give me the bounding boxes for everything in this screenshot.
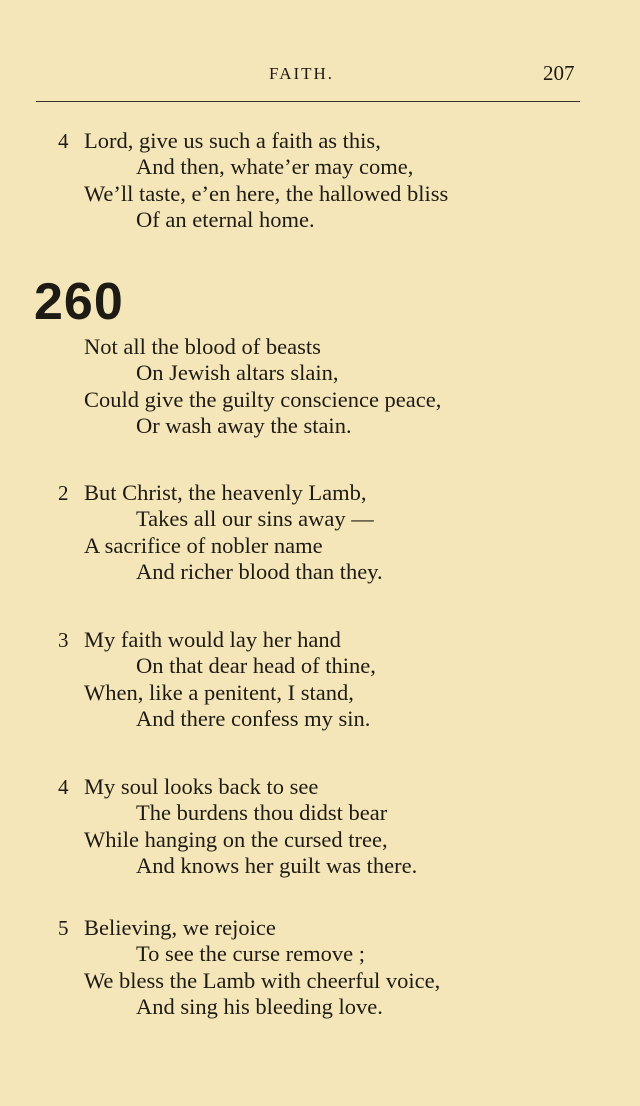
verse-line: And sing his bleeding love.: [136, 993, 383, 1019]
hymn-number: 260: [34, 273, 124, 331]
verse-line: Of an eternal home.: [136, 206, 315, 232]
stanza-4: [0, 774, 640, 879]
stanza-number: 4: [58, 129, 69, 153]
continuation-stanza: [0, 128, 640, 233]
verse-line: A sacrifice of nobler name: [84, 532, 323, 558]
verse-line: And knows her guilt was there.: [136, 852, 418, 878]
verse-line: Could give the guilty conscience peace,: [84, 386, 442, 412]
verse-line: While hanging on the cursed tree,: [84, 826, 388, 852]
stanza-1: [0, 334, 640, 439]
verse-line: Takes all our sins away —: [136, 506, 374, 532]
verse-line: 4 Lord, give us such a faith as this,: [58, 128, 381, 153]
verse-line: And there confess my sin.: [136, 705, 371, 731]
stanza-3: [0, 627, 640, 732]
verse-line: Or wash away the stain.: [136, 412, 352, 438]
page-number: 207: [543, 61, 575, 85]
stanza-number: 5: [58, 916, 69, 940]
stanza-5: [0, 915, 640, 1020]
stanza-number: 2: [58, 481, 69, 505]
verse-line: 2 But Christ, the heavenly Lamb,: [58, 480, 367, 505]
verse-line: 5 Believing, we rejoice: [58, 915, 276, 940]
verse-line: On Jewish altars slain,: [136, 360, 339, 386]
verse-line: And then, whate’er may come,: [136, 154, 414, 180]
section-title: FAITH.: [269, 64, 335, 83]
verse-line: Not all the blood of beasts: [84, 334, 321, 359]
verse-line: And richer blood than they.: [136, 558, 383, 584]
stanza-number: 3: [58, 628, 69, 652]
verse-line: 3 My faith would lay her hand: [58, 627, 341, 652]
verse-line: 4 My soul looks back to see: [58, 774, 319, 799]
verse-line: The burdens thou didst bear: [136, 800, 388, 826]
stanza-number: 4: [58, 775, 69, 799]
header-rule: [36, 101, 580, 102]
verse-line: On that dear head of thine,: [136, 653, 376, 679]
stanza-2: [0, 480, 640, 585]
running-header: [0, 58, 640, 92]
verse-line: When, like a penitent, I stand,: [84, 679, 354, 705]
verse-line: To see the curse remove ;: [136, 941, 365, 967]
verse-line: We’ll taste, e’en here, the hallowed bliss: [84, 180, 449, 206]
verse-line: We bless the Lamb with cheerful voice,: [84, 967, 441, 993]
